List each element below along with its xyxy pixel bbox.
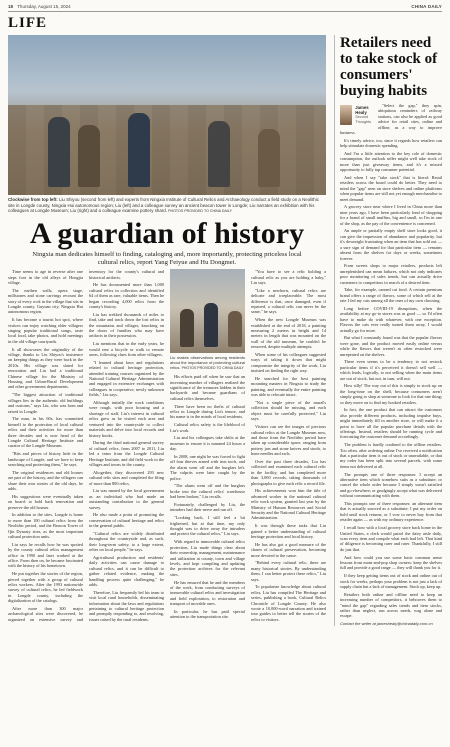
article-paragraph: He has documented more than 1,000 cultural relics in collection and identified 64 of them as rare, valuable items. Then he began recording 4,000 relics from the county's history. <box>89 282 164 310</box>
article-paragraph: In addition to the sites, Longde is home to more than 100 cultural relics from the Neolithic period, and the Beacon Tower of Qin Dynasty sites, as the most important cultural protection units. <box>8 512 83 539</box>
article-paragraph: To popularize knowledge about cultural relics, Liu has compiled The Heritage and series, publishing a book, Cultural Relics Chronicle of Longde County. He also wrote a 10,000-word narration and trained tour guides to better tell the stories of the relics to visitors. <box>251 584 326 622</box>
inline-caption-credit: PHOTOS PROVIDED TO CHINA DAILY <box>181 366 244 371</box>
article-paragraph: "Not a single piece of the mural's collection should be missing, and each object must be carefully protected," Liu says. <box>251 400 326 422</box>
article-paragraph: Time seems to age in reverse after one steps foot in the old alleys of Hongjia village. <box>8 269 83 285</box>
sidebar-paragraph: From sweets shops to major retailers, products left unreplenished can mean failures, which not only indicates poor monitoring of sales trends, but can actually drive customers to competitors in search of a desired item. <box>340 263 442 285</box>
sidebar-paragraph: A grocery store near where I lived in China more than nine years ago, I have been particularly fond of shopping for a brand of small muffins, big and small, so I'm in one of the shop, as the pay of the convenience is concerned. <box>340 204 442 226</box>
sidebar-paragraph: Long before COVID-19 disruptions, when the availability at my go-to stores was as good — so I'd often have to make do with whatever, with one exception. Flavors the cats ever really turned them away, I would actually go for more. <box>340 305 442 333</box>
article-paragraph: Fortunately, challenged by Liu, the intruders had their nerve and ran off. <box>170 502 245 513</box>
article-paragraph: Altogether, they discovered 293 new cultural relic sites and completed the filing of more than 800 relics. <box>89 469 164 486</box>
sidebar-body <box>340 103 442 626</box>
sidebar-contact-lead: Contact the writer at <box>340 621 377 627</box>
article-paragraph: In particular, he has paid special attention to the transportation site. <box>170 608 245 620</box>
article-paragraph: He has ensured that he and the members of the work, from conducting surveys of immovable cultural relics and investigation and field exploration, to restoration and transport of movable ones. <box>170 579 245 607</box>
author-box <box>340 105 378 125</box>
article-paragraph: Liu was named by the local government as an individual who had made an outstanding contribution to the general survey. <box>89 488 164 510</box>
article-paragraph: Liu and his colleagues take shifts at the museum to ensure it is manned 24 hours a day. <box>170 435 245 452</box>
article-paragraph: It all showcases the originality of the village, thanks to Liu Shiyou's insistence on keeping things as they were back in the 2010s. His village was slated for renovation and Liu had a traditional Chinese village for the Ministry of Housing and Urban-Rural Development and other government departments. <box>8 346 83 390</box>
article-paragraph: "Bits and pieces of history hide in the landscape of Longde, and we have to keep searching and protecting them," he says. <box>8 451 83 467</box>
article-headline: A guardian of history <box>29 216 305 250</box>
article-paragraph: He also made a point of promoting the conservation of cultural heritage and relics in the general public. <box>89 512 164 529</box>
article-paragraph: His achievements won him the title of advanced worker in the national cultural relic work system, granted last year by the Ministry of Human Resources and Social Security and the National Cultural Heritage Administration. <box>251 488 326 521</box>
page-columns <box>8 35 442 626</box>
caption-text: Liu Shiyou (second from left) and experts from Ningxia Institute of Cultural Relics and Archaeology conduct a field study on a Neolithic site in Longde county, Ningxia Hui autonomous region; Liu (left) and a colleague survey an ancient beacon tower in Longde; Liu narrates an exhibition with his colleagues at Longde Museum; Liu (right) and a colleague examine pottery shard. <box>8 197 319 214</box>
article-paragraph: The original residences and old houses are part of the history, and the villagers can share their own stories of the old days, he adds. <box>8 469 83 491</box>
article-paragraph: Therefore, Liu frequently led his team to visit local rural households, disseminating information about the laws and regulations pertaining to cultural heritage protection and promptly responding to, and resolving, issues raised by the rural residents. <box>89 589 164 622</box>
article-paragraph: After more than 300 major archaeological sites were discovered, he organized an extensive survey and inventory for the county's cultural and historical artifacts. <box>8 269 164 622</box>
author-avatar <box>340 105 352 125</box>
sidebar-paragraph: If they keep getting items out of stock and online out of stock for weeks, perhaps your problem is not just a lack of supply chain but a lack of management. Stock up, keep up. <box>340 573 442 589</box>
article-paragraph: His efforts paid off when he saw that an increasing number of villagers realized the significance of the treasures hidden in their backyards and became guardians of cultural relics themselves. <box>170 374 245 401</box>
article-paragraph: Visitors can see the images of precious cultural relics at the Longde Museum now, and those from the Neolithic period have taken up considerable space, ranging from pottery jars and stone knives and stools, to bone needles and awls. <box>251 424 326 457</box>
sidebar-paragraph: The prompts one of three responses: I accept an alternative item which somehow suits as a substitute; or cancel the whole order because I simply wasn't satisfied and go elsewhere; or grudgingly accept what was delivered without communicating with them. <box>340 471 442 499</box>
author-role: Second Thoughts <box>355 115 372 124</box>
article-paragraph: The man, in his 60s, has committed himself to the protection of local cultural relics and their activities for more than three decades and is now head of the Longde Cultural Heritage Institute and curator of the Longde Museum. <box>8 416 83 449</box>
issue-date: Thursday, August 15, 2024 <box>17 4 71 9</box>
article-paragraph: "I learned about laws and regulations related to cultural heritage protection, attended training courses organized by the National Cultural Heritage Administration and engaged in extensive exchanges with colleagues in cooperative, newly unknown fields," Liu says. <box>89 359 164 398</box>
page-number: 18 <box>8 4 14 9</box>
article-paragraph: "Cultural relics are widely distributed throughout the countryside and, as such, their long-term safety, to a large extent, relies on local people," he says. <box>89 530 164 553</box>
article-paragraph: In 2008, one night he was forced to fight off four thieves armed with iron tools, and the alarm went off and the burglars left. The culprits were later caught by the police. <box>170 454 245 481</box>
sidebar-paragraph: It's timely advice, too, since it regards how retailers can help stimulate domestic spending. <box>340 137 442 149</box>
main-story <box>8 35 326 626</box>
article-paragraph: Liu mentions that in the early years, he would rent a bicycle or walk to remote areas, following clues from other villagers. <box>89 341 164 358</box>
masthead-left <box>8 4 74 9</box>
article-paragraph: "You have to see a relic holding a cultural relic as you are holding a baby," Liu says. <box>251 269 326 285</box>
sidebar-paragraph: Retailers both online and offline need to keep an increasing number of competitors, it behooves them to "mind the gap" regarding sales trends and item stocks, rather than neglect, run across needs, wag alone and escape. <box>340 591 442 619</box>
sidebar-paragraph: I recall how with a local grocery store back home in the United States, a clerk would patrol the dairy aisle daily, scan every item and compile what each had left. That kind of diligence is becoming rarer and rarer. Thankfully, I still do just that. <box>340 525 442 552</box>
author-name: James Healy <box>355 105 369 115</box>
photo-figure <box>78 125 100 187</box>
article-paragraph: With regard to immovable cultural relics protection, Liu made things clear about their ownership, management, maintenance and utilization at county, town and village levels, and kept compiling and updating the protection archives for the relevant sites. <box>170 539 245 577</box>
article-paragraph: When some of his colleagues suggested ways of taking it down that might compromise the integrity of the work, Liu insisted on finding the right way. <box>251 352 326 374</box>
article-paragraph: It was through these tasks that Liu gained a better understanding of cultural heritage protection and local history. <box>251 523 326 539</box>
article-paragraph: Liu says he recalls how he was spotted by the county cultural relics management office in 1990 and later worked at the office. From then on, he became fascinated with the history of his hometown. <box>8 541 83 569</box>
article-paragraph: It has become a tourist hot spot, where visitors can enjoy watching older villagers singing popular traditional songs, taste local food, take photos, and hold meetings in the old village courtyards. <box>8 317 83 344</box>
photo-figure <box>258 129 280 187</box>
inline-caption-text: Liu makes observations among residents about the importance of protecting cultural relics. <box>170 355 245 371</box>
sidebar-paragraph: How silly! The way out of this is simply to stock up on the long-time on the shelf, because consumers aren't simply going to shop at someone to look for that one thing; so they move on to find my hooked retailers. <box>340 383 442 405</box>
article-paragraph: He has also got a good measure of the charm of cultural preservation, becoming more devoted to the cause. <box>251 541 326 558</box>
article-paragraph: Over the past three decades, Liu has collected and examined each cultural relic in the facility, and has completed more than 3,000 records, taking thousands of photographs to give each relic a record file. <box>251 458 326 486</box>
sidebar-paragraph: But what I constantly found was that the popular flavors were gone, and the product moved easily online versus while the flavors that weren't as often restocked were unrepeated on the shelves. <box>340 335 442 357</box>
article-paragraph: When the new Longde Museum was established at the end of 2018, a painting measuring 2 meters in height and 14 meters in length that was mounted on the wall of the old museum, he couldn't be removed, despite multiple attempts. <box>251 317 326 350</box>
article-paragraph: Agricultural production and residents' daily activities can cause damage to cultural relics, and it can be difficult to gather related evidence, making the handling process quite challenging," he adds. <box>89 554 164 588</box>
article-paragraph: He searched for the best painting mounting masters in Ningxia to study the painting, and eventually the entire painting was able to relocate intact. <box>251 376 326 398</box>
article-paragraph: Liu has trekked thousands of miles to find, take and track down the lost relics in the mountains and villages, knocking on the doors of families who may have artifacts in their possession. <box>89 311 164 339</box>
sidebar-paragraph: There even seems to be a tendency to not restock particular items if it's perceived it doesn't sell well — which leads, logically, to not selling when the main items are out of stock, but not, in turn, will not. <box>340 359 442 381</box>
sidebar-column <box>334 35 442 626</box>
masthead <box>8 4 442 12</box>
sidebar-paragraph: The problem is hardly confined to the offline retailers. Too often, after ordering online I've received a notification that a particular item is out of stock or unavailable, or that my order has been split into several parcels, with some items not delivered at all. <box>340 442 442 469</box>
sidebar-paragraph: And how could you use some basic common sense lessons from mom-and-pop shop owners: keep the shelves full and provide a good range — they will thank you for it. <box>340 554 442 571</box>
author-info <box>355 105 378 124</box>
sidebar-headline: Retailers need to take stock of consumers' buying habits <box>340 35 438 99</box>
caption-lead: Clockwise from top left: <box>8 197 58 202</box>
lead-photo-collage <box>8 35 326 195</box>
article-paragraph: The earthen walls, opera stage, millstones and stone carvings recount the story of every rock in the village that sits in Longde county, Guyuan city, Ningxia Hui autonomous region. <box>8 287 83 315</box>
article-paragraph: "Looking back, I still feel a bit frightened, but at that time, my only thought was to drive away the intruders and protect the cultural relics," Liu says. <box>170 515 245 537</box>
inline-photo-caption <box>170 355 245 371</box>
section-title: LIFE <box>8 15 48 31</box>
article-paragraph: "The alarm went off and the burglars broke into the cultural relics' warehouse had been broken," Liu recalls. <box>170 483 245 500</box>
article-paragraph: Cultural relics safety is the lifeblood of Liu's work. <box>170 422 245 433</box>
sidebar-paragraph: And I'm a little attention to the key role of domestic consumption, the outlook seller might well take stock of more than just giveaway items, and it's a missed opportunity to fully tap consumer potential. <box>340 151 442 173</box>
sidebar-paragraph: And when I say "take stock" that is literal: Retail retailers across the board could do better. They need to mind the "gap" seen on store shelves and online platforms when popular items are still not yet enough merchandise to meet demand. <box>340 175 442 202</box>
sidebar-paragraph: In fact, the one product that can attract the customers also provide different products, including impulse buys, might immediately fill in another store, or will make it a point to have all the popular purchase details with the offerings. Instead, retailers should be running cycle and forecasting the customer demand accordingly. <box>340 407 442 440</box>
photo-figure <box>228 311 242 347</box>
photo-figure <box>180 309 194 347</box>
article-paragraph: His suggestions were eventually taken on board: to hold back renovation and preserve the old houses. <box>8 493 83 510</box>
sidebar-contact <box>340 621 442 626</box>
inline-photo <box>170 269 245 353</box>
brand-name: CHINA DAILY <box>411 4 442 9</box>
photo-figure <box>204 303 218 347</box>
photo-caption <box>8 197 326 215</box>
photo-figure <box>128 113 150 187</box>
sidebar-paragraph: This prompts one of three responses: an alternate item that is actually sourced as a substitute; I put my order on hold until stock returns; or I vow to never buy from that retailer again — as with my ordinary experience. <box>340 501 442 523</box>
article-paragraph: "Like a newborn, cultural relics are delicate and irreplaceable. The most difference is that, once damaged, even if repaired, a cultural relic can never be the same," he says. <box>251 287 326 315</box>
article-paragraph: There have been no thefts of cultural relics in Longde during Liu's tenure, and his name is in the minds of local residents. <box>170 403 245 420</box>
article-paragraph: "The biggest attraction of traditional villages lies in the authentic old buildings and customs," says Liu, who was born and raised in Longde. <box>8 392 83 414</box>
sidebar-contact-email[interactable]: jameshealy@chinadaily.com.cn <box>376 621 433 627</box>
article-paragraph: Although initially the work conditions were rough, with poor housing and a shortage of staff, Liu's interest in cultural relics grew as he visited each area and ventured into the countryside to collect materials and delve into local records and history books. <box>89 400 164 438</box>
article-deck: Ningxia man dedicates himself to finding, cataloging and, more importantly, protecting priceless local cultural relics, report Yang Feiyue and Hu Dongmei. <box>32 250 302 266</box>
article-paragraph: "Behind every cultural relic, there are many historical stories. By understanding them, I can better protect these relics," Liu says. <box>251 560 326 582</box>
sidebar-paragraph: An ample or partially empty shelf store looks good, it can give the impression of abundance and popularity, but it's downright frustrating when an item that has sold out — a sure sign of demand for that particular item — remains absent from the shelves for days or weeks, sometimes forever. <box>340 228 442 261</box>
article-paragraph: During the third national general survey of cultural relics, from 2007 to 2011, Liu led a team from the Longde Cultural Heritage Institute, and did field work in the villages and towns in the county. <box>89 440 164 467</box>
caption-credit: PHOTOS PROVIDED TO CHINA DAILY <box>168 209 232 214</box>
sidebar-paragraph: "Select the gap," they spin, ubiquitous reminders of railway stations, can also be applied as good advice for retail sites, online and offline, as a way to improve business. <box>340 103 442 136</box>
photo-figure <box>48 117 70 187</box>
article-paragraph: He put together the stories of the region, pieced together with a group of cultural relics workers. After the 1993 nationwide survey of cultural relics, he led fieldwork in Longde county, including the digitalization of the catalogs. <box>8 571 83 604</box>
photo-figure <box>208 121 230 187</box>
article-body <box>8 269 326 625</box>
sidebar-paragraph: Take, for example, canned cat food. A certain premium brand offers a range of flavors, some of which sell at the rate I fed my cats among all the ones of my own choosing. <box>340 287 442 304</box>
